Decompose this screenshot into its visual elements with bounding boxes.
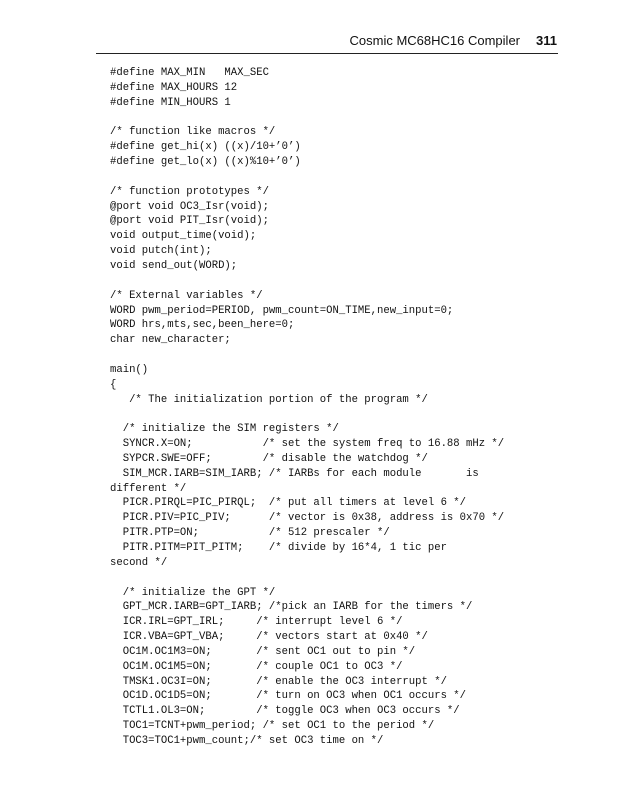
code-line: [110, 348, 570, 363]
code-line: OC1D.OC1D5=ON; /* turn on OC3 when OC1 occurs */: [110, 690, 467, 703]
code-line: #define MAX_MIN MAX_SEC: [110, 67, 269, 79]
code-line: @port void PIT_Isr(void);: [110, 215, 269, 228]
code-line: /* initialize the GPT */: [110, 586, 276, 599]
code-line: void send_out(WORD);: [110, 259, 238, 272]
code-line: [110, 571, 570, 586]
header-rule: [96, 53, 558, 54]
code-line: second */: [110, 556, 168, 569]
code-line: [110, 407, 570, 422]
code-line: [110, 274, 570, 289]
code-line: /* function prototypes */: [110, 185, 269, 198]
code-line: #define get_hi(x) ((x)/10+’0’): [110, 141, 301, 154]
code-line: /* function like macros */: [110, 126, 276, 139]
running-head-title: Cosmic MC68HC16 Compiler: [349, 33, 521, 48]
code-line: /* initialize the SIM registers */: [110, 423, 339, 436]
code-line: TOC3=TOC1+pwm_count;/* set OC3 time on */: [110, 734, 384, 747]
code-line: PICR.PIV=PIC_PIV; /* vector is 0x38, address is 0x70 */: [110, 512, 505, 525]
code-line: #define MIN_HOURS 1: [110, 96, 231, 109]
code-line: {: [110, 378, 117, 391]
code-line: void output_time(void);: [110, 230, 257, 243]
code-line: PITR.PTP=ON; /* 512 prescaler */: [110, 527, 390, 540]
code-line: void putch(int);: [110, 245, 212, 258]
code-line: different */: [110, 482, 187, 495]
code-line: OC1M.OC1M5=ON; /* couple OC1 to OC3 */: [110, 660, 403, 673]
code-line: [110, 111, 570, 126]
code-line: SYPCR.SWE=OFF; /* disable the watchdog */: [110, 452, 428, 465]
code-line: TOC1=TCNT+pwm_period; /* set OC1 to the period */: [110, 720, 435, 733]
code-line: SIM_MCR.IARB=SIM_IARB; /* IARBs for each module is: [110, 467, 479, 480]
code-listing: [110, 66, 570, 749]
code-line: /* External variables */: [110, 289, 263, 302]
code-line: ICR.IRL=GPT_IRL; /* interrupt level 6 */: [110, 616, 403, 629]
code-line: PITR.PITM=PIT_PITM; /* divide by 16*4, 1 tic per: [110, 542, 447, 554]
code-line: TCTL1.OL3=ON; /* toggle OC3 when OC3 occurs */: [110, 705, 460, 718]
code-line: WORD pwm_period=PERIOD, pwm_count=ON_TIME,new_input=0;: [110, 304, 454, 317]
running-head: [0, 33, 557, 51]
code-line: /* The initialization portion of the program */: [110, 393, 428, 406]
code-line: [110, 170, 570, 185]
code-line: #define get_lo(x) ((x)%10+’0’): [110, 156, 301, 169]
code-line: ICR.VBA=GPT_VBA; /* vectors start at 0x40 */: [110, 631, 428, 644]
code-line: PICR.PIRQL=PIC_PIRQL; /* put all timers at level 6 */: [110, 497, 467, 510]
code-line: #define MAX_HOURS 12: [110, 81, 238, 94]
code-line: WORD hrs,mts,sec,been_here=0;: [110, 319, 295, 332]
code-line: GPT_MCR.IARB=GPT_IARB; /*pick an IARB for the timers */: [110, 601, 473, 614]
code-line: main(): [110, 363, 149, 376]
code-line: SYNCR.X=ON; /* set the system freq to 16.88 mHz */: [110, 438, 505, 451]
code-line: OC1M.OC1M3=ON; /* sent OC1 out to pin */: [110, 645, 416, 658]
code-line: @port void OC3_Isr(void);: [110, 200, 269, 213]
code-line: char new_character;: [110, 334, 231, 347]
page-number: 311: [536, 33, 557, 48]
code-line: TMSK1.OC3I=ON; /* enable the OC3 interrupt */: [110, 675, 447, 688]
